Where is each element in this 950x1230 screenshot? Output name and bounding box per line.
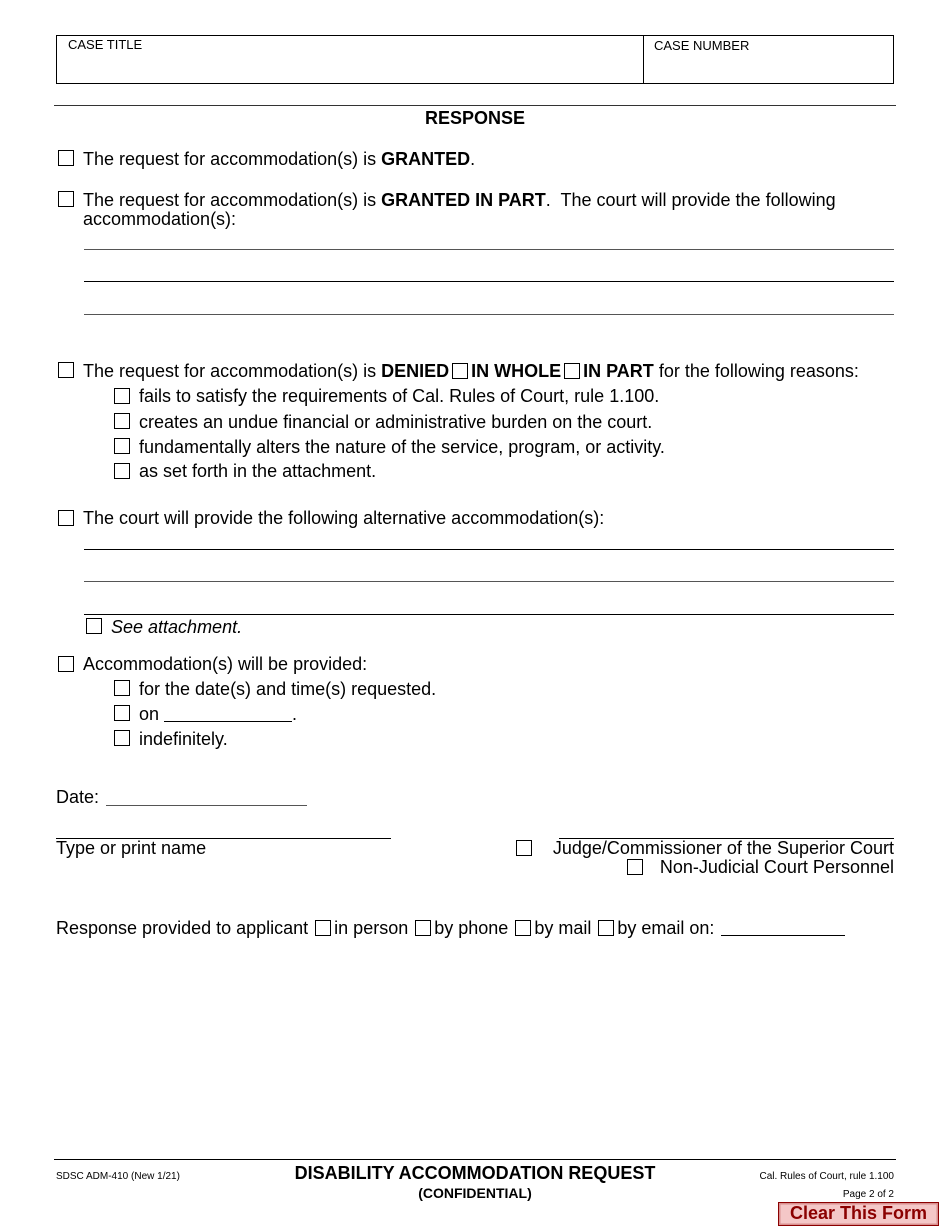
footer-subtitle: (CONFIDENTIAL) bbox=[418, 1185, 532, 1201]
on-date-text: on . bbox=[139, 704, 298, 724]
case-title-field[interactable] bbox=[57, 36, 644, 83]
provided-checkbox[interactable] bbox=[58, 656, 74, 672]
granted-in-part-line-3[interactable] bbox=[84, 314, 894, 315]
alternative-line-1[interactable] bbox=[84, 549, 894, 550]
see-attachment-checkbox[interactable] bbox=[86, 618, 102, 634]
by-email-checkbox[interactable] bbox=[598, 920, 614, 936]
indefinitely-checkbox[interactable] bbox=[114, 730, 130, 746]
alternative-line-3[interactable] bbox=[84, 614, 894, 615]
case-header-box bbox=[56, 35, 894, 84]
granted-in-part-line-2[interactable] bbox=[84, 281, 894, 282]
see-attachment-text: See attachment. bbox=[111, 617, 243, 637]
date-label: Date: bbox=[56, 787, 100, 807]
judge-checkbox[interactable] bbox=[516, 840, 532, 856]
reason-3-checkbox[interactable] bbox=[114, 438, 130, 454]
case-number-field[interactable] bbox=[644, 36, 893, 83]
personnel-label: Non-Judicial Court Personnel bbox=[659, 857, 894, 877]
print-name-label: Type or print name bbox=[56, 838, 207, 858]
delivery-line: Response provided to applicant in person by phone by mail by email on: bbox=[56, 918, 845, 938]
reason-4-checkbox[interactable] bbox=[114, 463, 130, 479]
on-date-field[interactable] bbox=[164, 705, 292, 722]
by-phone-checkbox[interactable] bbox=[415, 920, 431, 936]
granted-in-part-text-line2: accommodation(s): bbox=[83, 209, 237, 229]
dates-requested-checkbox[interactable] bbox=[114, 680, 130, 696]
on-date-checkbox[interactable] bbox=[114, 705, 130, 721]
date-field[interactable] bbox=[106, 805, 307, 806]
page-number: Page 2 of 2 bbox=[842, 1189, 894, 1200]
granted-in-part-checkbox[interactable] bbox=[58, 191, 74, 207]
reason-2-checkbox[interactable] bbox=[114, 413, 130, 429]
granted-in-part-line-1[interactable] bbox=[84, 249, 894, 250]
granted-text: The request for accommodation(s) is GRANTED. bbox=[83, 149, 476, 169]
reason-1-checkbox[interactable] bbox=[114, 388, 130, 404]
in-whole-checkbox[interactable] bbox=[452, 363, 468, 379]
granted-in-part-text: The request for accommodation(s) is GRANTED IN PART. The court will provide the following bbox=[83, 190, 836, 210]
by-mail-checkbox[interactable] bbox=[515, 920, 531, 936]
denied-text: The request for accommodation(s) is DENIED IN WHOLE IN PART for the following reasons: bbox=[83, 361, 859, 381]
provided-text: Accommodation(s) will be provided: bbox=[83, 654, 368, 674]
dates-requested-text: for the date(s) and time(s) requested. bbox=[139, 679, 437, 699]
personnel-checkbox[interactable] bbox=[627, 859, 643, 875]
reason-1-text: fails to satisfy the requirements of Cal. Rules of Court, rule 1.100. bbox=[139, 386, 660, 406]
indefinitely-text: indefinitely. bbox=[139, 729, 228, 749]
alternative-line-2[interactable] bbox=[84, 581, 894, 582]
alternative-checkbox[interactable] bbox=[58, 510, 74, 526]
alternative-text: The court will provide the following alternative accommodation(s): bbox=[83, 508, 605, 528]
reason-3-text: fundamentally alters the nature of the service, program, or activity. bbox=[139, 437, 665, 457]
clear-form-button[interactable]: Clear This Form bbox=[778, 1202, 939, 1226]
reason-4-text: as set forth in the attachment. bbox=[139, 461, 377, 481]
rule-reference: Cal. Rules of Court, rule 1.100 bbox=[759, 1171, 894, 1182]
judge-label: Judge/Commissioner of the Superior Court bbox=[552, 838, 894, 858]
in-person-checkbox[interactable] bbox=[315, 920, 331, 936]
section-divider bbox=[54, 105, 896, 106]
in-part-checkbox[interactable] bbox=[564, 363, 580, 379]
case-title-label: CASE TITLE bbox=[68, 37, 143, 52]
reason-2-text: creates an undue financial or administrative burden on the court. bbox=[139, 412, 653, 432]
response-heading: RESPONSE bbox=[424, 108, 526, 128]
case-number-label: CASE NUMBER bbox=[654, 38, 750, 53]
footer-divider bbox=[54, 1159, 896, 1160]
email-date-field[interactable] bbox=[721, 919, 845, 936]
granted-checkbox[interactable] bbox=[58, 150, 74, 166]
form-id: SDSC ADM-410 (New 1/21) bbox=[56, 1171, 180, 1182]
footer-title: DISABILITY ACCOMMODATION REQUEST bbox=[294, 1163, 656, 1183]
denied-checkbox[interactable] bbox=[58, 362, 74, 378]
